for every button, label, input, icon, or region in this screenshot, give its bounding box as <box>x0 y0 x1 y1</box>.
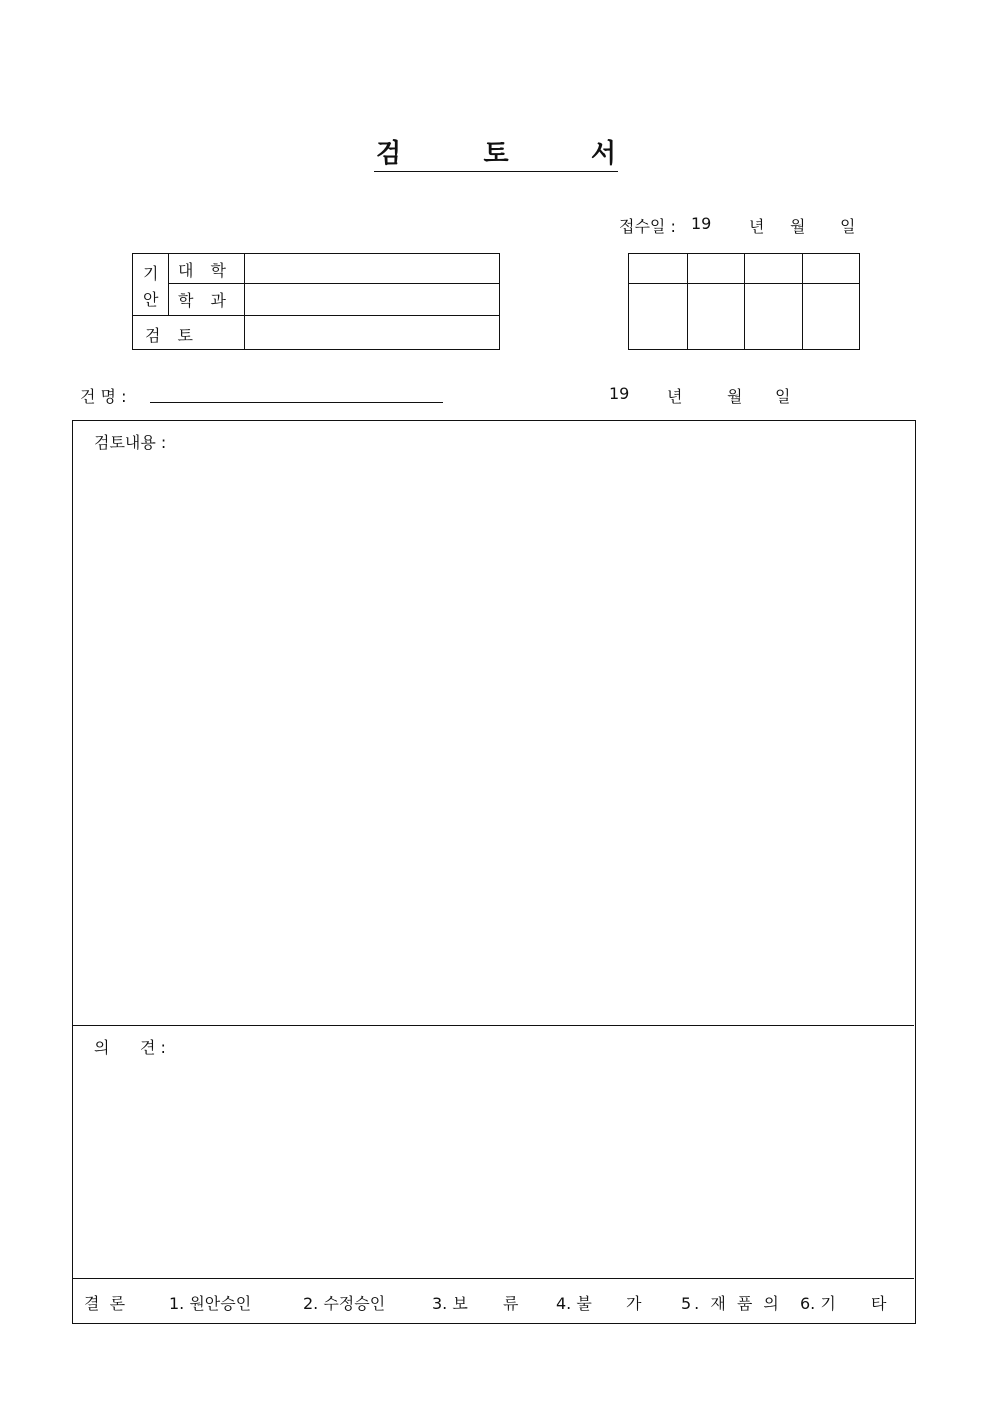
opinion-field[interactable] <box>80 1064 908 1272</box>
approval-grid[interactable] <box>628 253 860 350</box>
review-content-field[interactable] <box>80 460 908 1020</box>
receipt-year: 19 <box>691 214 712 233</box>
conclusion-option[interactable]: 류 <box>503 1294 519 1313</box>
subject-label: 건 명 : <box>80 387 127 406</box>
title-char: 토 <box>483 139 509 169</box>
date-year-unit: 년 <box>667 387 683 406</box>
draft-group-label: 안 <box>143 290 165 309</box>
document-title <box>374 134 618 172</box>
title-char: 서 <box>590 139 616 169</box>
date-year: 19 <box>609 384 630 403</box>
review-content-label: 검토내용 : <box>94 433 167 452</box>
university-label: 대 학 <box>178 261 232 280</box>
review-label: 검 토 <box>145 326 199 345</box>
draft-group-label: 기 <box>143 264 165 283</box>
conclusion-option[interactable]: 3. 보 <box>432 1294 468 1313</box>
date-month-unit: 월 <box>727 387 743 406</box>
receipt-year-unit: 년 <box>749 217 765 236</box>
date-day-unit: 일 <box>775 387 791 406</box>
conclusion-option[interactable]: 5. 재 품 의 <box>681 1294 782 1313</box>
conclusion-option[interactable]: 가 <box>626 1294 642 1313</box>
conclusion-option[interactable]: 6. 기 <box>800 1294 836 1313</box>
draft-table <box>132 253 500 350</box>
receipt-label: 접수일 : <box>619 217 676 236</box>
conclusion-option[interactable]: 4. 불 <box>556 1294 592 1313</box>
conclusion-option[interactable]: 1. 원안승인 <box>169 1294 252 1313</box>
receipt-day-unit: 일 <box>840 217 856 236</box>
subject-field[interactable] <box>150 402 443 403</box>
conclusion-option[interactable]: 2. 수정승인 <box>303 1294 386 1313</box>
conclusion-option[interactable]: 타 <box>871 1294 887 1313</box>
receipt-month-unit: 월 <box>790 217 806 236</box>
conclusion-label: 결 론 <box>84 1294 126 1313</box>
title-char: 검 <box>376 139 402 169</box>
department-label: 학 과 <box>178 291 232 310</box>
opinion-label: 의 견 : <box>94 1038 166 1057</box>
